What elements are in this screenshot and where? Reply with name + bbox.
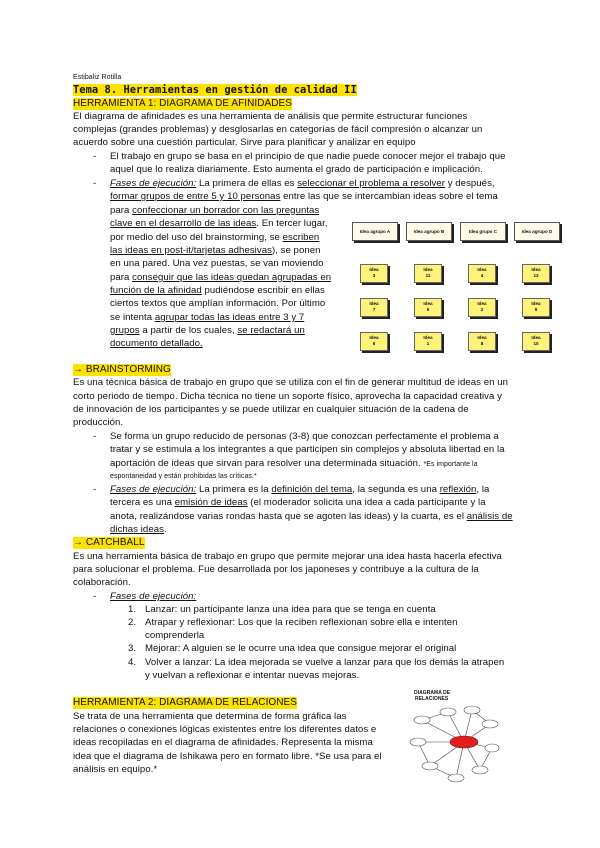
paragraph-line: Es una herramienta básica de trabajo en grupo que permite mejorar una idea hasta hacerla efectiva [73, 551, 502, 562]
bullet-marker: - [93, 178, 97, 189]
paragraph-line: Es una técnica básica de trabajo en grupo que se utiliza con el fin de generar multitud de ideas en un [73, 377, 508, 388]
bullet-note: espontaneidad y están prohibidas las críticas.* [110, 473, 257, 480]
bullet-line: para confeccionar un borrador con las preguntas [110, 205, 320, 216]
paragraph-line: acuerdo sobre una cuestión particular. Sirve para planificar y analizar en equipo [73, 137, 416, 148]
step-text: Mejorar: A alguien se le ocurre una idea que consigue mejorar el original [145, 643, 457, 654]
bullet-marker: - [93, 591, 97, 602]
bullet-line: función de la afinidad pudiéndose escribir en ellas [110, 285, 325, 296]
idea-note: Idea 9 [522, 298, 550, 317]
paragraph-line: producción. [73, 417, 124, 428]
idea-note: Idea 11 [414, 264, 442, 283]
bullet-line: Fases de ejecución: [110, 591, 197, 602]
section-heading-brainstorming: → BRAINSTORMING [73, 364, 171, 375]
relations-diagram-title: RELACIONES [415, 696, 449, 702]
bullet-line: aportación de ideas que sirvan para resolver una determinada situación. *Es importante la [110, 458, 478, 469]
idea-note: Idea 3 [360, 264, 388, 283]
bullet-line: las ideas en post-it/tarjetas adhesivas), se ponen [110, 245, 321, 256]
step-text: Atrapar y reflexionar: Los que la reciben reflexionan sobre ella e intenten [145, 617, 458, 628]
idea-note: Idea 5 [414, 298, 442, 317]
bullet-line: Fases de ejecución: La primera de ellas es seleccionar el problema a resolver y después, [110, 178, 495, 189]
idea-note: Idea 13 [522, 264, 550, 283]
document-title: Tema 8. Herramientas en gestión de calidad II [73, 84, 357, 96]
paragraph-line: análisis en equipo.* [73, 764, 158, 775]
step-number: 1. [128, 604, 137, 615]
bullet-marker: - [93, 151, 97, 162]
relations-diagram [400, 690, 500, 788]
paragraph-line: relaciones o conexiones lógicas existentes entre los diferentes datos e [73, 724, 377, 735]
bullet-line: tercera es una emisión de ideas (el moderador solicita una idea a cada participante y la [110, 497, 486, 508]
affinity-group-header: Idea grupo C [460, 222, 506, 241]
bullet-line: en una pared. Una vez puestas, se van moviendo [110, 258, 324, 269]
bullet-line: tratar y se estimula a los integrantes a que participen sin complejos y absoluta libertad en la [110, 444, 505, 455]
step-text: Volver a lanzar: La idea mejorada se vuelve a lanzar para que los demás la atrapen [145, 657, 505, 668]
step-number: 3. [128, 643, 137, 654]
bullet-line: Se forma un grupo reducido de personas (3-8) que conozcan perfectamente el problema a [110, 431, 499, 442]
step-text: Lanzar: un participante lanza una idea para que se tenga en cuenta [145, 604, 436, 615]
bullet-line: El trabajo en grupo se basa en el principio de que nadie puede conocer mejor el trabajo que [110, 151, 506, 162]
affinity-group-header: Idea agrupo D [514, 222, 560, 241]
affinity-diagram [346, 220, 575, 360]
relations-network [400, 690, 500, 788]
affinity-group-header: Idea agrupo B [406, 222, 452, 241]
paragraph-line: complejas (grandes problemas) y desglosarlas en categorías de fácil compresión o alcanzar un [73, 124, 483, 135]
section-heading-relations: HERRAMIENTA 2: DIAGRAMA DE RELACIONES [73, 697, 297, 708]
step-text: comprenderla [145, 630, 205, 641]
idea-note: Idea 6 [360, 332, 388, 351]
section-heading-catchball: → CATCHBALL [73, 537, 145, 548]
bullet-marker: - [93, 431, 97, 442]
bullet-line: formar grupos de entre 5 y 10 personas entre las que se intercambian ideas sobre el tema [110, 191, 498, 202]
bullet-line: por medio del uso del brainstorming, se escriben [110, 232, 320, 243]
paragraph-line: colaboración. [73, 577, 131, 588]
bullet-line: documento detallado. [110, 338, 203, 349]
idea-note: Idea 8 [468, 332, 496, 351]
bullet-line: dichas ideas. [110, 524, 167, 535]
step-number: 2. [128, 617, 137, 628]
idea-note: Idea 10 [522, 332, 550, 351]
step-number: 4. [128, 657, 137, 668]
bullet-line: clave en el desarrollo de las ideas. En tercer lugar, [110, 218, 328, 229]
paragraph-line: de innovación de los participantes y se puede utilizar en cualquier situación de la cadena de [73, 404, 469, 415]
paragraph-line: para solucionar el problema. Fue desarrollada por los japoneses y contribuye a la cultura de la [73, 564, 479, 575]
affinity-group-header: Idea agrupo A [352, 222, 398, 241]
section-heading-affinity: HERRAMIENTA 1: DIAGRAMA DE AFINIDADES [73, 98, 292, 109]
bullet-line: aquel que lo realiza diariamente. Esto aumenta el grado de participación e implicación. [110, 164, 483, 175]
idea-note: Idea 7 [360, 298, 388, 317]
bullet-line: se intenta agrupar todas las ideas entre 3 y 7 [110, 312, 305, 323]
bullet-line: grupos a partir de los cuales, se redactará un [110, 325, 305, 336]
bullet-line: para conseguir que las ideas quedan agrupadas en [110, 272, 332, 283]
bullet-line: anota, realizándose varias rondas hasta que se agoten las ideas) y la cuarta, es el análisis de [110, 511, 513, 522]
paragraph-line: El diagrama de afinidades es una herramienta de análisis que permite estructurar funciones [73, 111, 468, 122]
paragraph-line: idea que el diagrama de Ishikawa pero en formato libre. *Se usa para el [73, 751, 382, 762]
paragraph-line: corto periodo de tiempo. Dicha técnica no tiene un soporte físico, aprovecha la capacidad creativa y [73, 391, 502, 402]
bullet-line: Fases de ejecución: La primera es la definición del tema, la segunda es una reflexión, la [110, 484, 490, 495]
paragraph-line: Se trata de una herramienta que determina de forma gráfica las [73, 711, 347, 722]
relations-diagram-title: DIAGRAMA DE [414, 690, 451, 696]
author-name: Estibaliz Rotilla [73, 74, 122, 81]
idea-note: Idea 1 [414, 332, 442, 351]
step-text: y vuelvan a reflexionar e intentar nuevas mejoras. [145, 670, 360, 681]
idea-note: Idea 2 [468, 298, 496, 317]
bullet-line: ciertos textos que amplían información. Por último [110, 298, 326, 309]
idea-note: Idea 4 [468, 264, 496, 283]
paragraph-line: ideas recopiladas en el diagrama de afinidades. Representa la misma [73, 737, 373, 748]
bullet-marker: - [93, 484, 97, 495]
